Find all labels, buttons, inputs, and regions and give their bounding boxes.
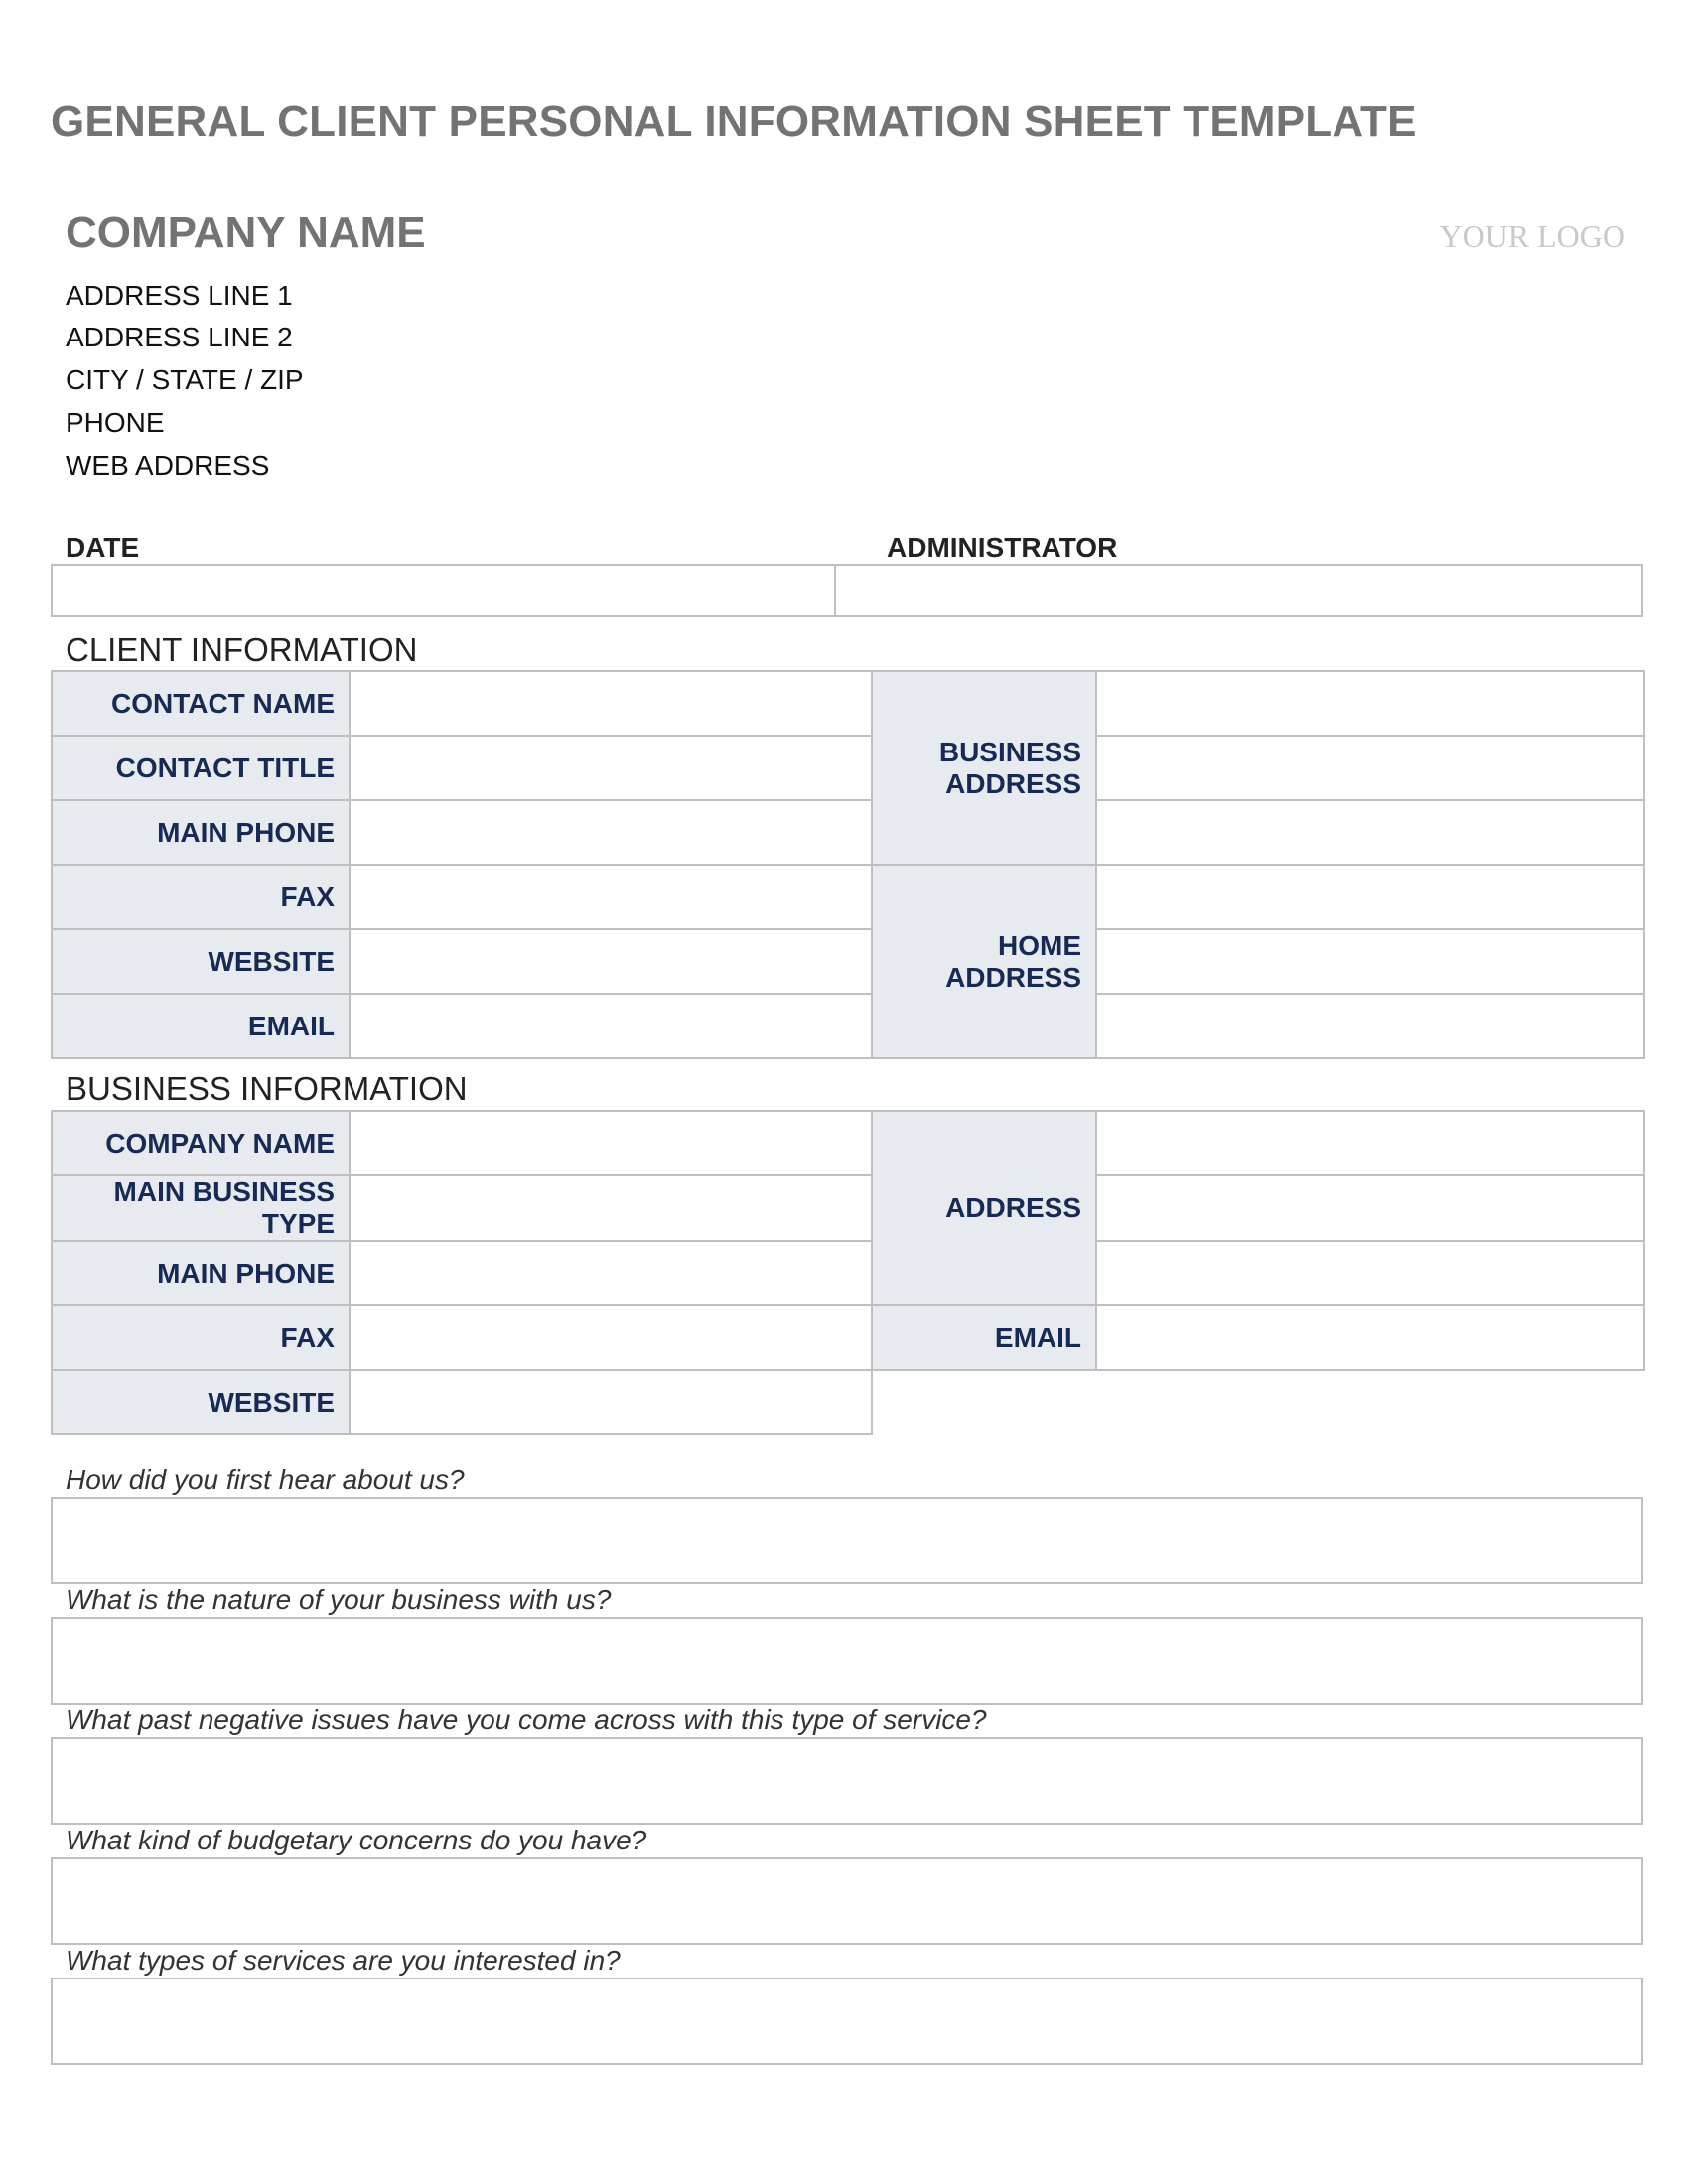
address-line-2-field[interactable] (1096, 1175, 1644, 1241)
page-title: GENERAL CLIENT PERSONAL INFORMATION SHEET TEMPLATE (51, 97, 1417, 146)
empty-cell (872, 1370, 1644, 1434)
business-information-table (51, 1110, 1645, 1435)
main-business-type-field[interactable] (350, 1175, 872, 1241)
company-name: COMPANY NAME (66, 208, 426, 257)
question-1-answer-field[interactable] (51, 1497, 1643, 1584)
contact-name-label: CONTACT NAME (52, 671, 350, 736)
question-2-answer-field[interactable] (51, 1617, 1643, 1705)
question-3-label: What past negative issues have you come across with this type of service? (66, 1705, 987, 1735)
table-row (52, 671, 1644, 736)
table-row (52, 736, 1644, 800)
question-1-label: How did you first hear about us? (66, 1464, 465, 1495)
web-address-line: WEB ADDRESS (66, 450, 270, 480)
business-information-heading: BUSINESS INFORMATION (66, 1070, 468, 1107)
question-5-label: What types of services are you interested in? (66, 1945, 621, 1976)
administrator-field[interactable] (834, 564, 1643, 617)
email-label: EMAIL (52, 994, 350, 1058)
business-address-label: BUSINESS ADDRESS (872, 671, 1096, 865)
business-email-label: EMAIL (872, 1305, 1096, 1370)
home-address-line-3-field[interactable] (1096, 994, 1644, 1058)
fax-label: FAX (52, 865, 350, 929)
business-address-line-1-field[interactable] (1096, 671, 1644, 736)
logo-placeholder: YOUR LOGO (1439, 218, 1625, 254)
website-field[interactable] (350, 929, 872, 994)
table-row (52, 1111, 1644, 1175)
address-line-1: ADDRESS LINE 1 (66, 280, 293, 311)
business-main-phone-label: MAIN PHONE (52, 1241, 350, 1305)
contact-title-field[interactable] (350, 736, 872, 800)
business-fax-label: FAX (52, 1305, 350, 1370)
client-information-heading: CLIENT INFORMATION (66, 631, 418, 668)
address-label: ADDRESS (872, 1111, 1096, 1305)
business-address-line-2-field[interactable] (1096, 736, 1644, 800)
question-5-answer-field[interactable] (51, 1978, 1643, 2065)
company-name-field[interactable] (350, 1111, 872, 1175)
question-3-answer-field[interactable] (51, 1737, 1643, 1825)
table-row (52, 1305, 1644, 1370)
company-name-label: COMPANY NAME (52, 1111, 350, 1175)
business-website-label: WEBSITE (52, 1370, 350, 1434)
contact-name-field[interactable] (350, 671, 872, 736)
table-row (52, 800, 1644, 865)
table-row (52, 1370, 1644, 1434)
business-email-field[interactable] (1096, 1305, 1644, 1370)
table-row (52, 865, 1644, 929)
home-address-line-1-field[interactable] (1096, 865, 1644, 929)
table-row (52, 1175, 1644, 1241)
home-address-label: HOME ADDRESS (872, 865, 1096, 1058)
table-row (52, 929, 1644, 994)
email-field[interactable] (350, 994, 872, 1058)
address-line-2: ADDRESS LINE 2 (66, 322, 293, 352)
date-field[interactable] (51, 564, 836, 617)
question-4-answer-field[interactable] (51, 1857, 1643, 1945)
client-information-table (51, 670, 1645, 1059)
address-line-1-field[interactable] (1096, 1111, 1644, 1175)
main-phone-field[interactable] (350, 800, 872, 865)
city-state-zip: CITY / STATE / ZIP (66, 364, 304, 395)
business-fax-field[interactable] (350, 1305, 872, 1370)
table-row (52, 994, 1644, 1058)
question-2-label: What is the nature of your business with us? (66, 1584, 612, 1615)
question-4-label: What kind of budgetary concerns do you have? (66, 1825, 647, 1855)
fax-field[interactable] (350, 865, 872, 929)
phone-line: PHONE (66, 407, 165, 438)
main-phone-label: MAIN PHONE (52, 800, 350, 865)
website-label: WEBSITE (52, 929, 350, 994)
date-label: DATE (66, 532, 140, 563)
address-line-3-field[interactable] (1096, 1241, 1644, 1305)
table-row (52, 1241, 1644, 1305)
contact-title-label: CONTACT TITLE (52, 736, 350, 800)
administrator-label: ADMINISTRATOR (887, 532, 1118, 563)
business-address-line-3-field[interactable] (1096, 800, 1644, 865)
business-main-phone-field[interactable] (350, 1241, 872, 1305)
home-address-line-2-field[interactable] (1096, 929, 1644, 994)
business-website-field[interactable] (350, 1370, 872, 1434)
main-business-type-label: MAIN BUSINESS TYPE (52, 1175, 350, 1241)
